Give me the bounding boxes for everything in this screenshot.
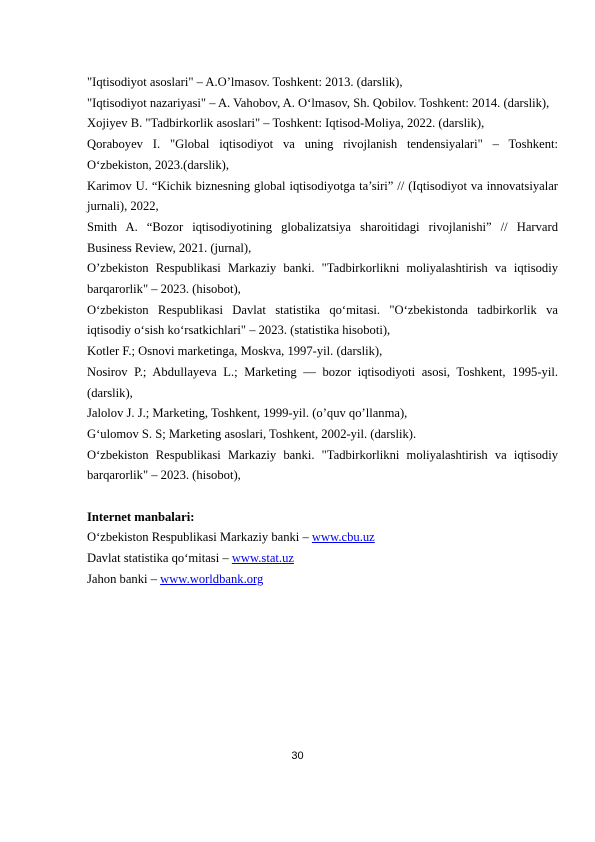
internet-source-stat	[87, 548, 558, 569]
internet-sources-heading: Internet manbalari:	[87, 509, 195, 524]
internet-source-worldbank	[87, 569, 558, 590]
internet-source-label: Davlat statistika qo‘mitasi –	[87, 551, 232, 566]
reference-list	[87, 72, 558, 590]
reference-item: "Iqtisodiyot nazariyasi" – A. Vahobov, A. O‘lmasov, Sh. Qobilov. Toshkent: 2014. (darslik),	[87, 95, 550, 110]
internet-source-cbu	[87, 527, 558, 548]
reference-item: Karimov U. “Kichik biznesning global iqtisodiyotga ta’siri” // (Iqtisodiyot va innovatsiyalar jurnali), 2022,	[87, 178, 558, 214]
reference-item: O‘zbekiston Respublikasi Davlat statistika qo‘mitasi. "O‘zbekistonda tadbirkorlik va iqtisodiy o‘sish ko‘rsatkichlari" – 2023. (statistika hisoboti),	[87, 302, 558, 338]
reference-item: Xojiyev B. "Tadbirkorlik asoslari" – Toshkent: Iqtisod-Moliya, 2022. (darslik),	[87, 116, 485, 131]
internet-source-label: Jahon banki –	[87, 571, 161, 586]
reference-item: Kotler F.; Osnovi marketinga, Moskva, 1997-yil. (darslik),	[87, 344, 383, 359]
reference-item: Jalolov J. J.; Marketing, Toshkent, 1999-yil. (o’quv qo’llanma),	[87, 406, 408, 421]
internet-source-label: O‘zbekiston Respublikasi Markaziy banki –	[87, 530, 312, 545]
reference-item: "Iqtisodiyot asoslari" – A.O’lmasov. Toshkent: 2013. (darslik),	[87, 75, 403, 89]
worldbank-link[interactable]: www.worldbank.org	[160, 571, 264, 586]
cbu-link[interactable]: www.cbu.uz	[311, 530, 375, 545]
reference-item: Qoraboyev I. "Global iqtisodiyot va uning rivojlanish tendensiyalari" – Toshkent: O‘zbekiston, 2023.(darslik),	[87, 137, 558, 172]
reference-item: G‘ulomov S. S; Marketing asoslari, Toshkent, 2002-yil. (darslik).	[87, 426, 417, 441]
page-number: 30	[291, 750, 304, 762]
reference-item: Nosirov P.; Abdullayeva L.; Marketing — bozor iqtisodiyoti asosi, Toshkent, 1995-yil. (darslik),	[87, 364, 558, 400]
reference-item: O’zbekiston Respublikasi Markaziy banki. "Tadbirkorlikni moliyalashtirish va iqtisodiy barqarorlik" – 2023. (hisobot),	[87, 261, 558, 297]
reference-item: Smith A. “Bozor iqtisodiyotining globalizatsiya sharoitidagi rivojlanishi” // Harvard Business Review, 2021. (jurnal),	[87, 219, 558, 255]
stat-link[interactable]: www.stat.uz	[231, 551, 294, 566]
reference-item: O‘zbekiston Respublikasi Markaziy banki. "Tadbirkorlikni moliyalashtirish va iqtisodiy barqarorlik" – 2023. (hisobot),	[87, 447, 558, 483]
